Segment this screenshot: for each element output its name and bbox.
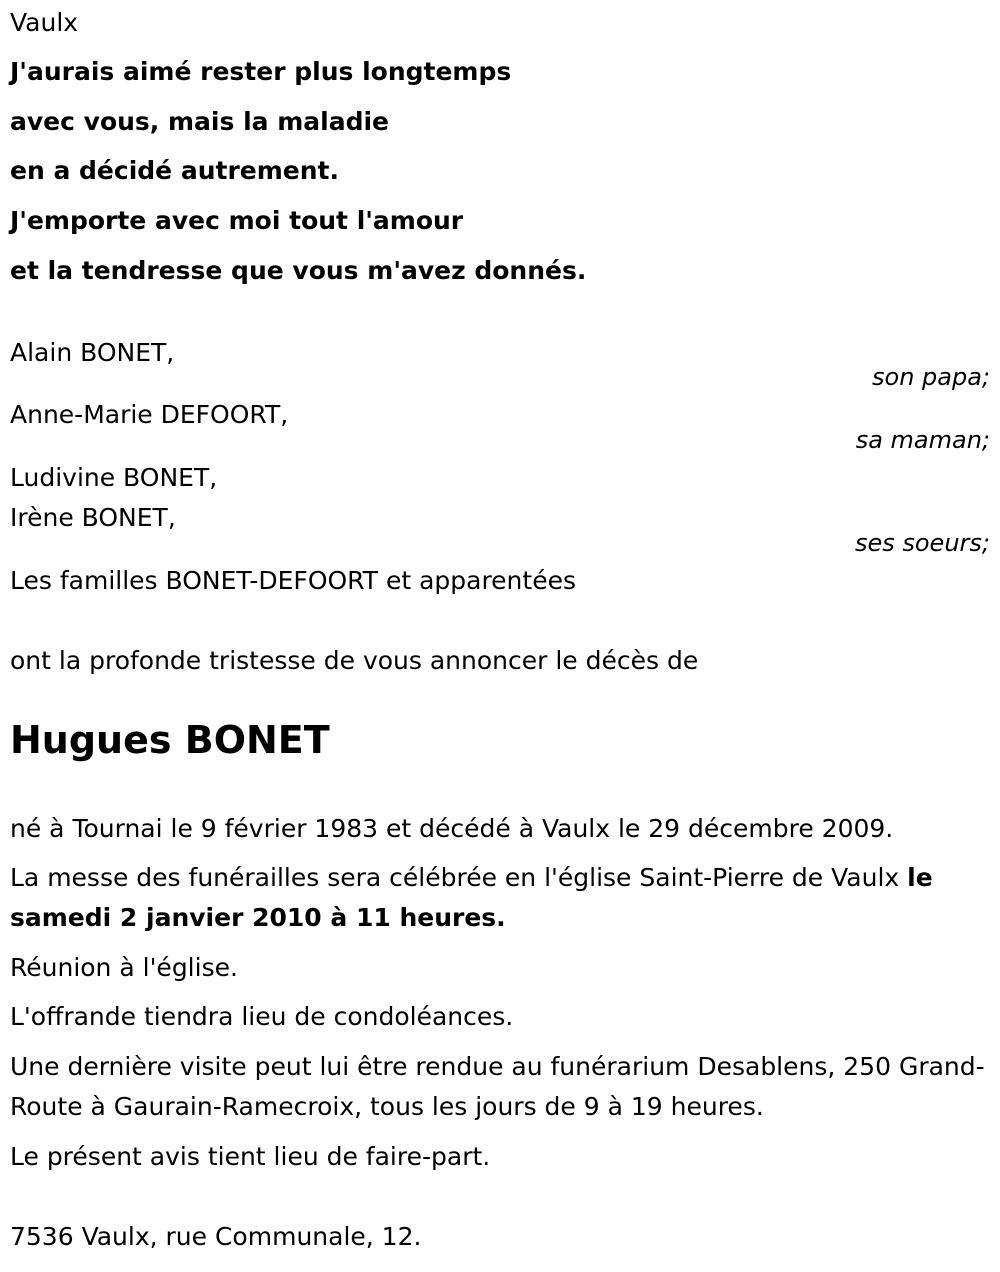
family-member-name: Anne-Marie DEFOORT,: [10, 400, 289, 429]
poem-line: avec vous, mais la maladie: [10, 107, 389, 136]
deceased-name: Hugues BONET: [10, 718, 330, 762]
offering-text: L'offrande tiendra lieu de condoléances.: [10, 1002, 514, 1031]
family-member-role: sa maman;: [855, 426, 990, 454]
notice-text: Le présent avis tient lieu de faire-part.: [10, 1142, 491, 1171]
birth-death-text: né à Tournai le 9 février 1983 et décédé à Vaulx le 29 décembre 2009.: [10, 814, 894, 843]
visit-text: Une dernière visite peut lui être rendue au funérarium Desablens, 250 Grand-Route à Gaurain-Ramecroix, tous les jours de 9 à 19 heures.: [10, 1052, 985, 1121]
place-heading: Vaulx: [10, 8, 79, 37]
address-text: 7536 Vaulx, rue Communale, 12.: [10, 1222, 422, 1251]
family-member-name: Irène BONET,: [10, 503, 176, 532]
poem-line: et la tendresse que vous m'avez donnés.: [10, 256, 587, 285]
funeral-mass-intro: La messe des funérailles sera célébrée en l'église Saint-Pierre de Vaulx: [10, 863, 908, 892]
poem-line: J'emporte avec moi tout l'amour: [10, 206, 464, 235]
family-member-name: Ludivine BONET,: [10, 463, 218, 492]
family-member-role: ses soeurs;: [854, 529, 990, 557]
family-line: Les familles BONET-DEFOORT et apparentées: [10, 566, 576, 595]
meeting-text: Réunion à l'église.: [10, 953, 238, 982]
funeral-mass-date: le samedi 2 janvier 2010 à 11 heures.: [10, 863, 933, 932]
funeral-mass-text: [10, 858, 985, 938]
poem-line: en a décidé autrement.: [10, 156, 339, 185]
poem-line: J'aurais aimé rester plus longtemps: [10, 57, 512, 86]
announcement-text: ont la profonde tristesse de vous annoncer le décès de: [10, 646, 699, 675]
family-member-name: Alain BONET,: [10, 338, 175, 367]
family-member-role: son papa;: [872, 363, 990, 391]
